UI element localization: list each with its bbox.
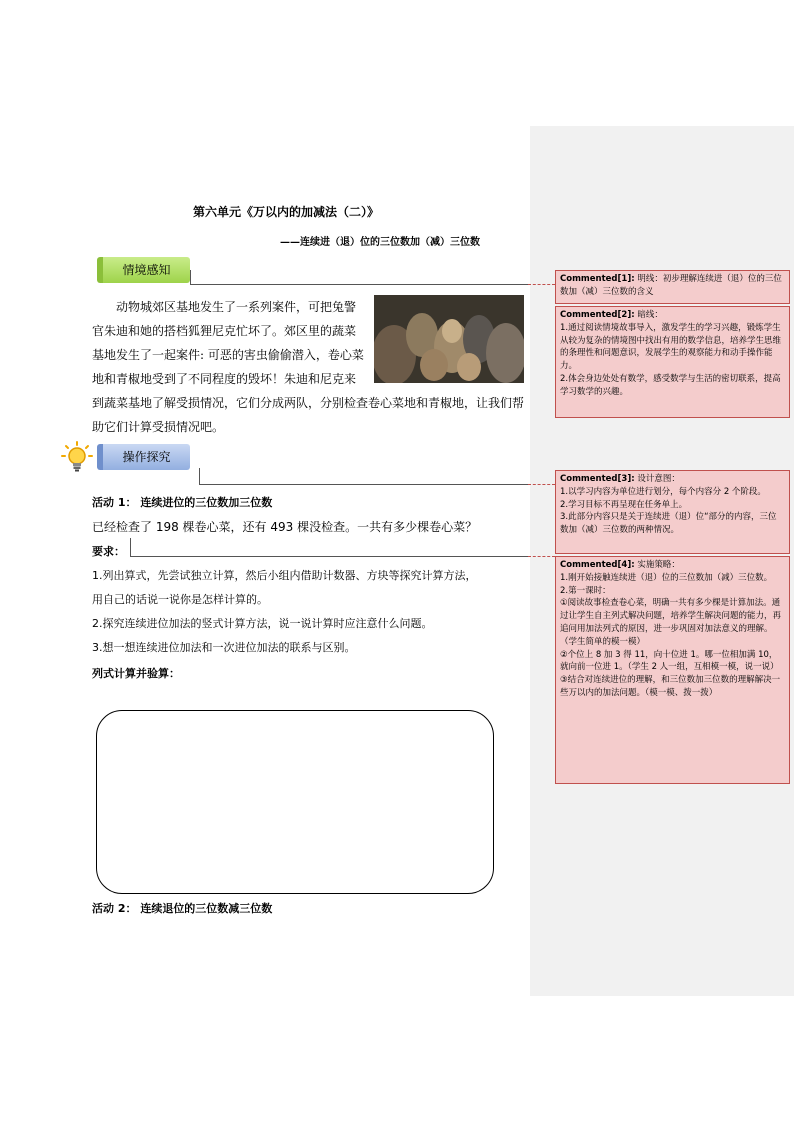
comment-line: ①阅读故事检查卷心菜，明确一共有多少棵是计算加法。通过让学生自主列式解决问题，培养学生解决问题的能力，再追问用加法列式的原因，进一步巩固对加法意义的理解。（学生简单的模一模） xyxy=(560,598,782,647)
comment-connector-1 xyxy=(528,284,555,285)
calc-label: 列式计算并验算： xyxy=(92,667,180,680)
comment-line: 2.学习目标不再呈现在任务单上。 xyxy=(560,499,688,510)
context-section-tag: 情境感知 xyxy=(97,257,190,283)
story-block xyxy=(92,295,524,439)
activity1-heading: 活动 1： 连续进位的三位数加三位数 xyxy=(92,496,273,509)
comment-connector-4 xyxy=(528,556,555,557)
page-title: 第六单元《万以内的加减法（二）》 xyxy=(193,205,380,219)
comment-line: 2.体会身边处处有数学，感受数学与生活的密切联系，提高学习数学的兴趣。 xyxy=(560,373,781,397)
comment-line: 1.以学习内容为单位进行划分，每个内容分 2 个阶段。 xyxy=(560,486,766,497)
comment-2[interactable] xyxy=(555,306,790,418)
requirement-line-4: 3.想一想连续进位加法和一次进位加法的联系与区别。 xyxy=(92,641,356,654)
answer-box[interactable] xyxy=(96,710,494,894)
comment-line: 3.此部分内容只是关于连续进（退）位“部分的内容，三位数加（减）三位数的两种情况。 xyxy=(560,512,777,536)
activity2-heading: 活动 2： 连续退位的三位数减三位数 xyxy=(92,902,273,915)
comment-line: 2.第一课时： xyxy=(560,585,611,596)
comment-line: ②个位上 8 加 3 得 11，向十位进 1。哪一位相加满 10，就向前一位进 1。（学生 2 人一组，互相模一模，说一说） xyxy=(560,649,779,673)
story-text: 动物城郊区基地发生了一系列案件，可把兔警官朱迪和她的搭档狐狸尼克忙坏了。郊区里的蔬菜基地发生了一起案件: 可恶的害虫偷偷潜入，卷心菜地和青椒地受到了不同程度的毁坏！朱迪和尼克来到蔬菜基地了解受损情况，它们分成两队，分别检查卷心菜地和青椒地，让我们帮助它们计算受损情况吧。 xyxy=(92,300,525,434)
comment-1[interactable] xyxy=(555,270,790,304)
comment-3[interactable] xyxy=(555,470,790,554)
zootopia-characters-image xyxy=(374,295,524,383)
lightbulb-icon xyxy=(60,440,94,474)
explore-tick xyxy=(199,468,200,484)
comment-4[interactable] xyxy=(555,556,790,784)
requirement-line-3: 2.探究连续进位加法的竖式计算方法，说一说计算时应注意什么问题。 xyxy=(92,617,433,630)
explore-underline xyxy=(199,484,528,485)
comment-author: Commented[1]: xyxy=(560,274,635,284)
comment-line: ③结合对连续进位的理解，和三位数加三位数的理解解决一些万以内的加法问题。（模一模、拨一拨） xyxy=(560,675,781,698)
explore-section-tag: 操作探究 xyxy=(97,444,190,470)
comment-line: 1.刚开始接触连续进（退）位的三位数加（减）三位数。 xyxy=(560,572,773,583)
context-tick xyxy=(190,270,191,284)
requirements-label: 要求： xyxy=(92,545,125,558)
activity1-question: 已经检查了 198 棵卷心菜，还有 493 棵没检查。一共有多少棵卷心菜？ xyxy=(92,520,478,534)
comment-line: 暗线： xyxy=(637,310,663,320)
requirement-line-2: 用自己的话说一说你是怎样计算的。 xyxy=(92,593,268,606)
comment-author: Commented[3]: xyxy=(560,474,635,484)
comment-line: 设计意图： xyxy=(637,474,680,484)
context-underline xyxy=(190,284,528,285)
requirements-underline xyxy=(130,556,528,557)
page-subtitle: ——连续进（退）位的三位数加（减）三位数 xyxy=(280,237,480,248)
comment-line: 实施策略： xyxy=(637,560,680,570)
comment-author: Commented[2]: xyxy=(560,310,635,320)
comment-author: Commented[4]: xyxy=(560,560,635,570)
comment-line: 1.通过阅读情境故事导入，激发学生的学习兴趣，锻炼学生从较为复杂的情境图中找出有用的数学信息，培养学生思维的条理性和问题意识，发展学生的观察能力和动手操作能力。 xyxy=(560,322,782,372)
requirement-line-1: 1.列出算式，先尝试独立计算，然后小组内借助计数器、方块等探究计算方法， xyxy=(92,569,477,582)
comment-line: 明线：初步理解连续进（退）位的三位数加（减）三位数的含义 xyxy=(560,274,782,297)
requirements-tick xyxy=(130,538,131,556)
comment-connector-3 xyxy=(528,484,555,485)
